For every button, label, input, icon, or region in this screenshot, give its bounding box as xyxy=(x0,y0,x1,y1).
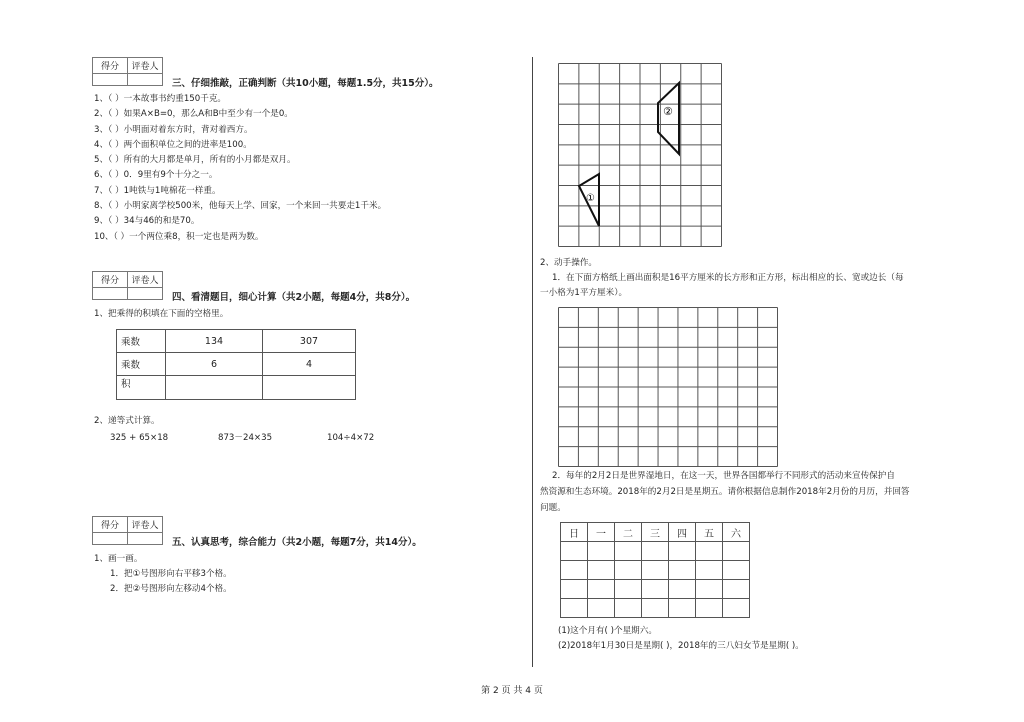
calendar-header: 三 xyxy=(642,523,669,542)
calendar-cell[interactable] xyxy=(642,599,669,618)
score-label: 得分 xyxy=(93,272,128,288)
calendar-table xyxy=(560,522,750,618)
calendar-cell[interactable] xyxy=(723,561,750,580)
score-label: 得分 xyxy=(93,517,128,533)
table-cell: 乘数 xyxy=(117,330,166,353)
calendar-cell[interactable] xyxy=(561,599,588,618)
question-item: 10、（ ）一个两位乘8，积一定也是两为数。 xyxy=(94,231,264,242)
right-q2-1-line2: 一小格为1平方厘米）。 xyxy=(540,288,628,298)
calendar-cell[interactable] xyxy=(642,580,669,599)
table-cell[interactable] xyxy=(166,376,263,400)
translation-grid xyxy=(558,63,722,247)
table-cell: 乘数 xyxy=(117,353,166,376)
table-cell: 4 xyxy=(263,353,356,376)
question-item: 6、（ ）0．9里有9个十分之一。 xyxy=(94,170,218,181)
question-item: 3、（ ）小明面对着东方时，背对着西方。 xyxy=(94,124,253,135)
calendar-header: 六 xyxy=(723,523,750,542)
calendar-cell[interactable] xyxy=(669,580,696,599)
calendar-cell[interactable] xyxy=(588,561,615,580)
right-q2-2-line2: 然资源和生态环境。2018年的2月2日是星期五。请你根据信息制作2018年2月份的月历，并回答 xyxy=(540,487,910,497)
table-cell: 134 xyxy=(166,330,263,353)
calendar-header: 日 xyxy=(561,523,588,542)
column-divider xyxy=(532,57,533,667)
shape-2-trapezoid xyxy=(658,83,679,154)
expression: 325 + 65×18 xyxy=(110,433,169,443)
drawing-grid[interactable] xyxy=(558,307,778,467)
section5-sub: 1．把①号图形向右平移3个格。 xyxy=(110,569,232,579)
calendar-cell[interactable] xyxy=(696,580,723,599)
calendar-cell[interactable] xyxy=(669,542,696,561)
table-cell: 6 xyxy=(166,353,263,376)
calendar-cell[interactable] xyxy=(723,542,750,561)
right-q2-2-line3: 问题。 xyxy=(540,503,566,513)
question-item: 4、（ ）两个面积单位之间的进率是100。 xyxy=(94,139,252,150)
grader-label: 评卷人 xyxy=(128,272,163,288)
question-item: 2、（ ）如果A×B=0，那么A和B中至少有一个是0。 xyxy=(94,109,293,120)
calendar-header: 五 xyxy=(696,523,723,542)
page-footer: 第 2 页 共 4 页 xyxy=(481,686,543,696)
calendar-cell[interactable] xyxy=(615,599,642,618)
question-item: 9、（ ）34与46的和是70。 xyxy=(94,216,200,227)
grader-label: 评卷人 xyxy=(128,517,163,533)
calendar-cell[interactable] xyxy=(669,599,696,618)
question-item: 8、（ ）小明家离学校500米，他每天上学、回家，一个来回一共要走1千米。 xyxy=(94,201,387,212)
section3-title: 三、仔细推敲，正确判断（共10小题，每题1.5分，共15分）。 xyxy=(172,78,439,89)
question-item: 7、（ ）1吨铁与1吨棉花一样重。 xyxy=(94,185,221,196)
section4-q1: 1、把乘得的积填在下面的空格里。 xyxy=(94,309,229,319)
right-q2-1-line1: 1．在下面方格纸上画出面积是16平方厘米的长方形和正方形，标出相应的长、宽或边长（每 xyxy=(552,273,904,283)
calendar-cell[interactable] xyxy=(615,561,642,580)
right-q2: 2、动手操作。 xyxy=(540,258,598,268)
section3-questions xyxy=(94,92,386,245)
table-cell: 积 xyxy=(117,376,166,400)
section5-title: 五、认真思考，综合能力（共2小题，每题7分，共14分）。 xyxy=(172,537,422,548)
table-cell[interactable] xyxy=(263,376,356,400)
calendar-header: 二 xyxy=(615,523,642,542)
calendar-cell[interactable] xyxy=(696,542,723,561)
multiplication-table xyxy=(116,329,356,400)
calendar-cell[interactable] xyxy=(561,580,588,599)
question-item: 5、（ ）所有的大月都是单月，所有的小月都是双月。 xyxy=(94,155,296,166)
calendar-cell[interactable] xyxy=(588,580,615,599)
shape-2-label: ② xyxy=(663,105,673,118)
grader-label: 评卷人 xyxy=(128,58,163,74)
question-item: 1、（ ）一本故事书约重150千克。 xyxy=(94,94,227,104)
calendar-cell[interactable] xyxy=(642,561,669,580)
calendar-cell[interactable] xyxy=(669,561,696,580)
calendar-header: 四 xyxy=(669,523,696,542)
shape-1-label: ① xyxy=(586,193,595,204)
answer-2: (2)2018年1月30日是星期( )，2018年的三八妇女节是星期( )。 xyxy=(558,641,804,651)
score-box-section5 xyxy=(92,516,163,545)
table-cell: 307 xyxy=(263,330,356,353)
expression: 873－24×35 xyxy=(218,433,273,443)
calendar-header: 一 xyxy=(588,523,615,542)
calendar-cell[interactable] xyxy=(615,542,642,561)
section5-sub: 2．把②号图形向左移动4个格。 xyxy=(110,584,232,594)
calendar-cell[interactable] xyxy=(723,599,750,618)
answer-1: (1)这个月有( )个星期六。 xyxy=(558,626,657,636)
expression: 104÷4×72 xyxy=(327,433,375,443)
score-box-section4 xyxy=(92,271,163,300)
calendar-cell[interactable] xyxy=(561,561,588,580)
calendar-cell[interactable] xyxy=(696,599,723,618)
calendar-cell[interactable] xyxy=(723,580,750,599)
calendar-cell[interactable] xyxy=(588,542,615,561)
calendar-cell[interactable] xyxy=(615,580,642,599)
calendar-cell[interactable] xyxy=(642,542,669,561)
calendar-cell[interactable] xyxy=(561,542,588,561)
section4-title: 四、看清题目，细心计算（共2小题，每题4分，共8分）。 xyxy=(172,292,416,303)
score-box-section3 xyxy=(92,57,163,86)
section5-q1: 1、画一画。 xyxy=(94,554,143,564)
right-q2-2-line1: 2．每年的2月2日是世界湿地日，在这一天，世界各国都举行不同形式的活动来宣传保护自 xyxy=(552,471,895,481)
score-label: 得分 xyxy=(93,58,128,74)
section4-q2: 2、递等式计算。 xyxy=(94,416,160,426)
calendar-cell[interactable] xyxy=(588,599,615,618)
calendar-cell[interactable] xyxy=(696,561,723,580)
